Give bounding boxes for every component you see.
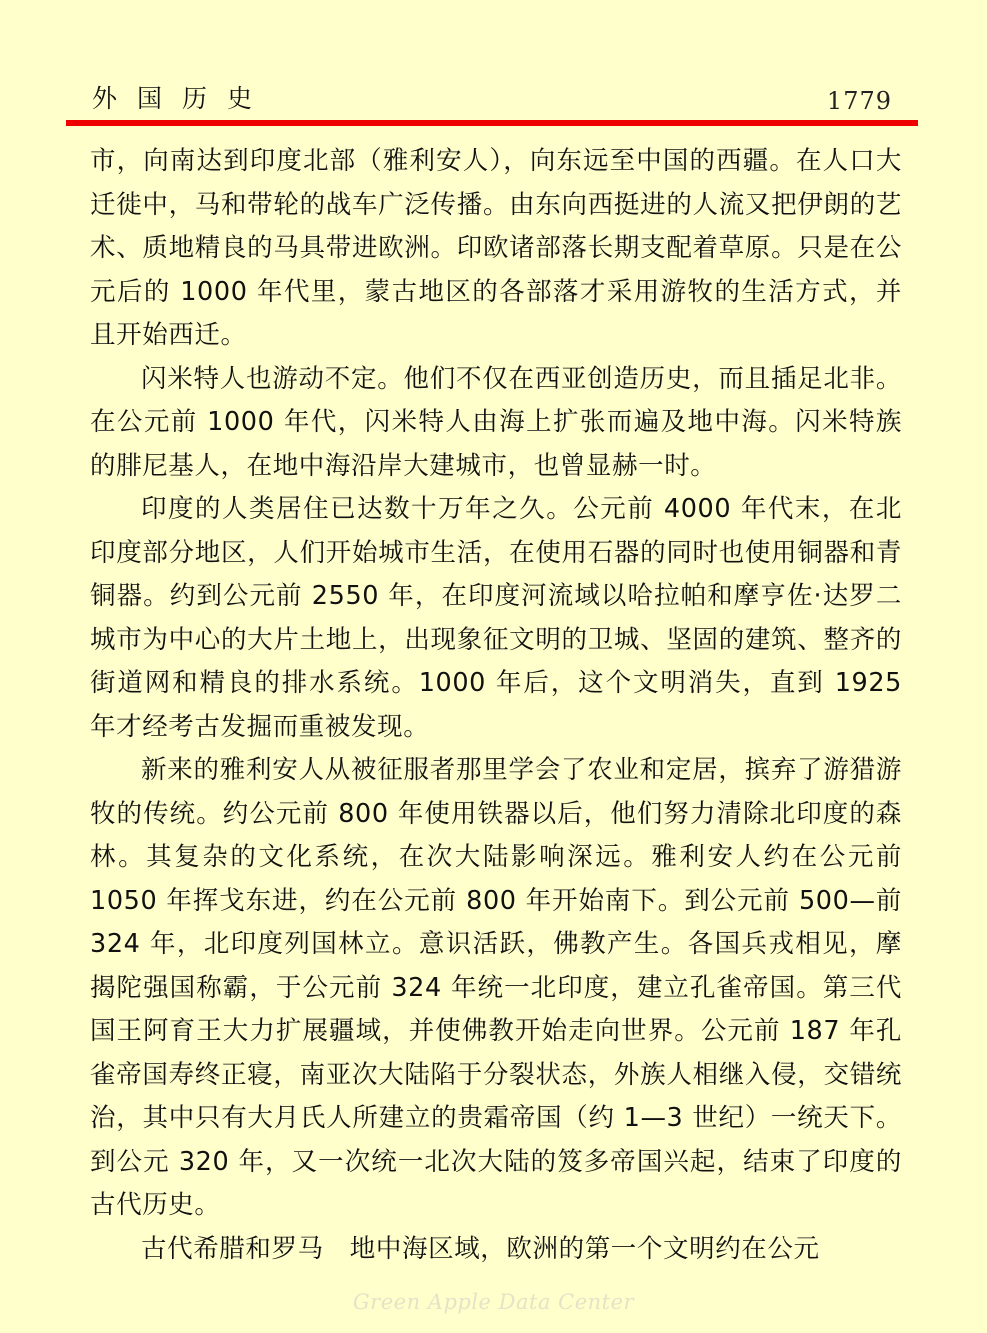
paragraph-aryans: 新来的雅利安人从被征服者那里学会了农业和定居，摈弃了游猎游牧的传统。约公元前 800 年使用铁器以后，他们努力清除北印度的森林。其复杂的文化系统，在次大陆影响深远。雅利安人约在公元前 1050 年挥戈东进，约在公元前 800 年开始南下。到公元前 500—前 324 年，北印度列国林立。意识活跃，佛教产生。各国兵戎相见，摩揭陀强国称霸，于公元前 324 年统一北印度，建立孔雀帝国。第三代国王阿育王大力扩展疆域，并使佛教开始走向世界。公元前 187 年孔雀帝国寿终正寝，南亚次大陆陷于分裂状态，外族人相继入侵，交错统治，其中只有大月氏人所建立的贵霜帝国（约 1—3 世纪）一统天下。到公元 320 年，又一次统一北次大陆的笈多帝国兴起，结束了印度的古代历史。 <box>90 755 902 1220</box>
paragraph-semites: 闪米特人也游动不定。他们不仅在西亚创造历史，而且插足北非。在公元前 1000 年代，闪米特人由海上扩张而遍及地中海。闪米特族的腓尼基人，在地中海沿岸大建城市，也曾显赫一时。 <box>90 363 902 481</box>
body-text <box>90 140 902 1271</box>
paragraph-continuation: 市，向南达到印度北部（雅利安人），向东远至中国的西疆。在人口大迁徙中，马和带轮的战车广泛传播。由东向西挺进的人流又把伊朗的艺术、质地精良的马具带进欧洲。印欧诸部落长期支配着草原。只是在公元后的 1000 年代里，蒙古地区的各部落才采用游牧的生活方式，并且开始西迁。 <box>90 146 902 350</box>
watermark: Green Apple Data Center <box>352 1290 635 1314</box>
header-rule <box>66 120 918 126</box>
running-header-title: 外国历史 <box>92 84 273 113</box>
paragraph-india-early: 印度的人类居住已达数十万年之久。公元前 4000 年代末，在北印度部分地区，人们开始城市生活，在使用石器的同时也使用铜器和青铜器。约到公元前 2550 年，在印度河流域以哈拉帕和摩亨佐·达罗二城市为中心的大片土地上，出现象征文明的卫城、坚固的建筑、整齐的街道网和精良的排水系统。1000 年后，这个文明消失，直到 1925 年才经考古发掘而重被发现。 <box>90 494 902 742</box>
page-number: 1779 <box>826 87 892 115</box>
paragraph-greece-rome: 古代希腊和罗马 地中海区域，欧洲的第一个文明约在公元 <box>141 1233 820 1264</box>
